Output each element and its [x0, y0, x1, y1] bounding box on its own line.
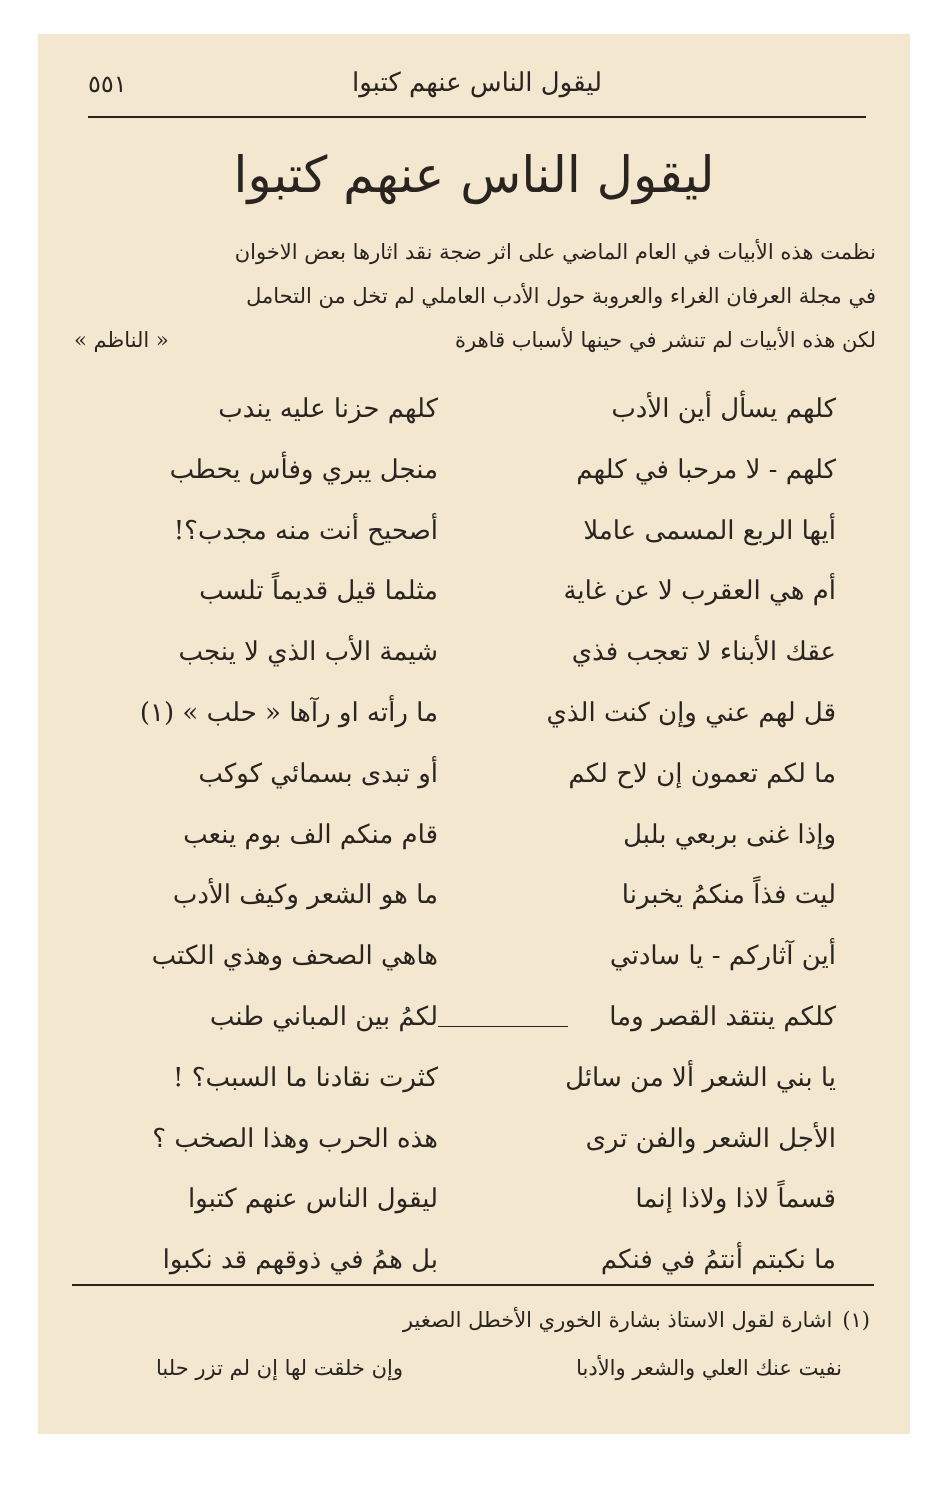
footnote-quote-first-hemistich: نفيت عنك العلي والشعر والأدبا	[576, 1356, 842, 1380]
verse-row	[148, 1170, 836, 1231]
footnote-line	[76, 1296, 870, 1344]
verse-first-hemistich: قسماً لاذا ولاذا إنما	[635, 1184, 836, 1215]
verse-second-hemistich: قام منكم الف بوم ينعب	[183, 819, 438, 850]
intro-line-with-signature	[74, 318, 876, 362]
verse-row	[148, 1110, 836, 1171]
verse-first-hemistich: قل لهم عني وإن كنت الذي	[546, 697, 836, 728]
verse-second-hemistich: ليقول الناس عنهم كتبوا	[187, 1184, 438, 1215]
footnote-marker: (١)	[842, 1308, 870, 1332]
verse-second-hemistich: لكمُ بين المباني طنب	[209, 1001, 438, 1032]
footnote-rule	[72, 1284, 874, 1286]
verse-row	[148, 562, 836, 623]
verse-second-hemistich: كلهم حزنا عليه يندب	[218, 394, 438, 424]
verse-second-hemistich: بل همُ في ذوقهم قد نكبوا	[162, 1245, 438, 1276]
verse-row	[139, 684, 836, 745]
poem-verses	[139, 380, 836, 1292]
poem-title: ليقول الناس عنهم كتبوا	[233, 146, 715, 204]
verse-row	[148, 988, 836, 1049]
verse-row	[148, 1231, 836, 1292]
book-page	[38, 34, 910, 1434]
poet-signature: « الناظم »	[74, 328, 169, 352]
header-rule	[88, 116, 866, 118]
footnote-text: اشارة لقول الاستاذ بشارة الخوري الأخطل الصغير	[402, 1308, 833, 1332]
verse-first-hemistich: أيها الربع المسمى عاملا	[583, 515, 836, 546]
verse-row	[148, 502, 836, 563]
verse-first-hemistich: يا بني الشعر ألا من سائل	[565, 1062, 836, 1093]
verse-first-hemistich: ليت فذاً منكمُ يخبرنا	[621, 880, 836, 911]
intro-line: نظمت هذه الأبيات في العام الماضي على اثر ضجة نقد اثارها بعض الاخوان	[234, 240, 876, 264]
verse-first-hemistich: أين آثاركم - يا سادتي	[609, 941, 836, 972]
footnote	[76, 1296, 870, 1392]
running-title: ليقول الناس عنهم كتبوا	[351, 68, 603, 98]
footnote-quote-second-hemistich: وإن خلقت لها إن لم تزر حلبا	[156, 1356, 403, 1380]
verse-first-hemistich: ما نكبتم أنتمُ في فنكم	[600, 1245, 836, 1276]
verse-row	[148, 745, 836, 806]
verse-first-hemistich: ما لكم تعمون إن لاح لكم	[568, 758, 836, 789]
verse-second-hemistich: ما رأته او رآها « حلب » (١)	[139, 697, 438, 728]
verse-second-hemistich: منجل يبري وفأس يحطب	[169, 454, 438, 485]
verse-row	[148, 927, 836, 988]
page-number: ٥٥١	[88, 70, 127, 98]
verse-first-hemistich: الأجل الشعر والفن ترى	[585, 1123, 836, 1154]
verse-row	[148, 1049, 836, 1110]
verse-second-hemistich: أو تبدى بسمائي كوكب	[198, 758, 438, 789]
running-header	[88, 68, 866, 108]
intro-line: في مجلة العرفان الغراء والعروبة حول الأدب العاملي لم تخل من التحامل	[246, 284, 876, 308]
verse-second-hemistich: مثلما قيل قديماً تلسب	[199, 576, 438, 607]
verse-first-hemistich: وإذا غنى بربعي بلبل	[623, 819, 836, 850]
verse-first-hemistich: عقك الأبناء لا تعجب فذي	[571, 637, 836, 668]
verse-first-hemistich: كلكم ينتقد القصر وما	[609, 1001, 836, 1032]
verse-row	[148, 866, 836, 927]
verse-second-hemistich: كثرت نقادنا ما السبب؟ !	[173, 1062, 438, 1093]
intro-line: لكن هذه الأبيات لم تنشر في حينها لأسباب قاهرة	[455, 328, 876, 352]
intro-note	[74, 230, 876, 362]
verse-row	[148, 623, 836, 684]
verse-first-hemistich: أم هي العقرب لا عن غاية	[563, 576, 836, 607]
footnote-quote	[76, 1344, 870, 1392]
verse-second-hemistich: شيمة الأب الذي لا ينجب	[178, 637, 438, 668]
verse-second-hemistich: أصحيح أنت منه مجدب؟!	[173, 515, 438, 546]
verse-first-hemistich: كلهم - لا مرحبا في كلهم	[576, 454, 836, 485]
verse-second-hemistich: ما هو الشعر وكيف الأدب	[172, 880, 438, 911]
section-divider	[438, 1026, 568, 1027]
verse-row	[148, 441, 836, 502]
verse-row	[148, 806, 836, 867]
verse-second-hemistich: هذه الحرب وهذا الصخب ؟	[152, 1123, 438, 1154]
verse-second-hemistich: هاهي الصحف وهذي الكتب	[151, 941, 438, 972]
verse-row	[148, 380, 836, 441]
verse-first-hemistich: كلهم يسأل أين الأدب	[611, 394, 836, 424]
